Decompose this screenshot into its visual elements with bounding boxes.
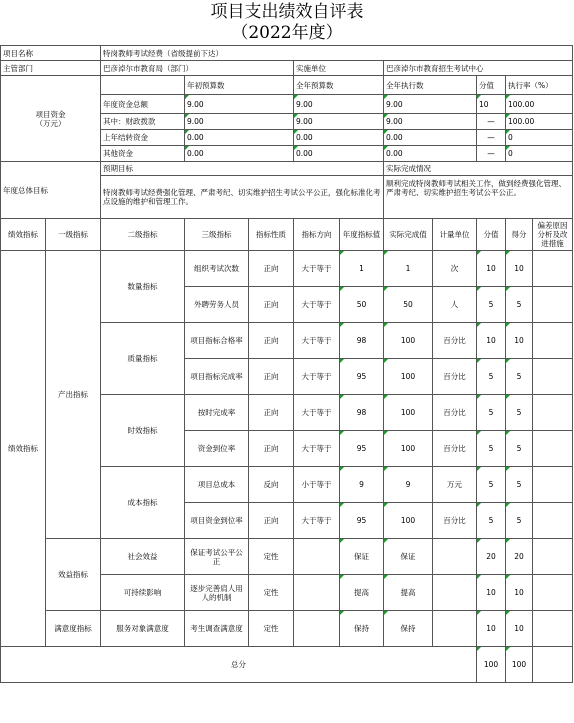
deviation xyxy=(533,467,573,503)
level3: 逐步完善肩人用人的机制 xyxy=(185,575,249,611)
funds-executed: 0.00 xyxy=(384,130,477,146)
level3: 资金到位率 xyxy=(185,431,249,467)
direction xyxy=(294,539,340,575)
level1-satisfaction: 满意度指标 xyxy=(46,611,101,647)
nature: 正向 xyxy=(249,323,294,359)
level3: 保证考试公平公正 xyxy=(185,539,249,575)
deviation xyxy=(533,575,573,611)
funds-rate: 0 xyxy=(506,130,573,146)
got: 5 xyxy=(506,467,533,503)
direction: 大于等于 xyxy=(294,359,340,395)
funds-rate: 100.00 xyxy=(506,114,573,130)
funds-score: — xyxy=(477,130,506,146)
got: 20 xyxy=(506,539,533,575)
nature: 正向 xyxy=(249,359,294,395)
total-got: 100 xyxy=(506,647,533,683)
perf-header: 三级指标 xyxy=(185,219,249,251)
goals-expected-text: 特岗教师考试经费强化管理、严肃考纪、切实维护招生考试公平公正，强化标准化考点设施的维护和管理工作。 xyxy=(101,176,384,219)
level1-benefit: 效益指标 xyxy=(46,539,101,611)
deviation xyxy=(533,323,573,359)
target: 95 xyxy=(340,431,384,467)
got: 5 xyxy=(506,503,533,539)
funds-initial: 0.00 xyxy=(185,146,294,162)
score: 5 xyxy=(477,359,506,395)
actual: 100 xyxy=(384,431,433,467)
score: 5 xyxy=(477,503,506,539)
actual: 100 xyxy=(384,395,433,431)
funds-header-initial: 年初预算数 xyxy=(185,76,294,95)
actual: 保证 xyxy=(384,539,433,575)
funds-header-rate: 执行率（%） xyxy=(506,76,573,95)
perf-header: 得分 xyxy=(506,219,533,251)
funds-executed: 0.00 xyxy=(384,146,477,162)
unit: 百分比 xyxy=(433,503,477,539)
funds-score: — xyxy=(477,114,506,130)
funds-header-row xyxy=(1,76,573,95)
unit: 次 xyxy=(433,251,477,287)
direction: 大于等于 xyxy=(294,395,340,431)
score: 5 xyxy=(477,431,506,467)
deviation xyxy=(533,611,573,647)
got: 10 xyxy=(506,323,533,359)
direction: 大于等于 xyxy=(294,287,340,323)
dept-label: 主管部门 xyxy=(1,61,101,76)
funds-annual: 9.00 xyxy=(294,95,384,114)
score: 10 xyxy=(477,251,506,287)
score: 5 xyxy=(477,395,506,431)
dept-row xyxy=(1,61,573,76)
project-name-label: 项目名称 xyxy=(1,46,101,61)
score: 10 xyxy=(477,323,506,359)
nature: 正向 xyxy=(249,395,294,431)
goals-actual-label: 实际完成情况 xyxy=(384,162,573,176)
funds-row-name: 上年结转资金 xyxy=(101,130,185,146)
perf-header: 年度指标值 xyxy=(340,219,384,251)
funds-executed: 9.00 xyxy=(384,114,477,130)
impl-label: 实施单位 xyxy=(294,61,384,76)
nature: 定性 xyxy=(249,575,294,611)
target: 提高 xyxy=(340,575,384,611)
nature: 正向 xyxy=(249,431,294,467)
actual: 保持 xyxy=(384,611,433,647)
level3: 按时完成率 xyxy=(185,395,249,431)
level3: 外聘劳务人员 xyxy=(185,287,249,323)
project-name-value: 特岗教师考试经费（省级提前下达） xyxy=(101,46,573,61)
perf-row xyxy=(1,539,573,575)
got: 5 xyxy=(506,431,533,467)
score: 5 xyxy=(477,287,506,323)
funds-annual: 0.00 xyxy=(294,130,384,146)
target: 保持 xyxy=(340,611,384,647)
total-label: 总分 xyxy=(1,647,477,683)
target: 95 xyxy=(340,503,384,539)
funds-row-name: 年度资金总额 xyxy=(101,95,185,114)
perf-group-label: 绩效指标 xyxy=(1,251,46,647)
unit xyxy=(433,575,477,611)
deviation xyxy=(533,539,573,575)
unit xyxy=(433,539,477,575)
score: 20 xyxy=(477,539,506,575)
unit xyxy=(433,611,477,647)
level3: 项目资金到位率 xyxy=(185,503,249,539)
got: 10 xyxy=(506,611,533,647)
nature: 反向 xyxy=(249,467,294,503)
funds-header-annual: 全年预算数 xyxy=(294,76,384,95)
unit: 百分比 xyxy=(433,431,477,467)
score: 5 xyxy=(477,467,506,503)
perf-header: 一级指标 xyxy=(46,219,101,251)
target: 98 xyxy=(340,323,384,359)
level3: 项目总成本 xyxy=(185,467,249,503)
goals-label: 年度总体目标 xyxy=(1,162,101,219)
page-title xyxy=(0,2,574,44)
score: 10 xyxy=(477,575,506,611)
unit: 万元 xyxy=(433,467,477,503)
goals-expected-label: 预期目标 xyxy=(101,162,384,176)
nature: 定性 xyxy=(249,539,294,575)
target: 98 xyxy=(340,395,384,431)
title-line-1: 项目支出绩效自评表 xyxy=(210,2,364,22)
unit: 百分比 xyxy=(433,323,477,359)
deviation xyxy=(533,503,573,539)
nature: 正向 xyxy=(249,503,294,539)
got: 5 xyxy=(506,395,533,431)
target: 保证 xyxy=(340,539,384,575)
total-deviation xyxy=(533,647,573,683)
funds-executed: 9.00 xyxy=(384,95,477,114)
perf-header: 指标方向 xyxy=(294,219,340,251)
funds-row-name: 其他资金 xyxy=(101,146,185,162)
funds-rate: 0 xyxy=(506,146,573,162)
perf-header: 分值 xyxy=(477,219,506,251)
direction: 小于等于 xyxy=(294,467,340,503)
deviation xyxy=(533,395,573,431)
total-score: 100 xyxy=(477,647,506,683)
perf-header: 绩效指标 xyxy=(1,219,46,251)
level3: 组织考试次数 xyxy=(185,251,249,287)
level3: 项目指标完成率 xyxy=(185,359,249,395)
funds-score: 10 xyxy=(477,95,506,114)
perf-row xyxy=(1,251,573,287)
direction: 大于等于 xyxy=(294,323,340,359)
funds-initial: 9.00 xyxy=(185,95,294,114)
level3: 项目指标合格率 xyxy=(185,323,249,359)
level2-cost: 成本指标 xyxy=(101,467,185,539)
funds-label: 项目资金 （万元） xyxy=(1,76,101,162)
level2-social: 社会效益 xyxy=(101,539,185,575)
funds-score: — xyxy=(477,146,506,162)
goals-header-row xyxy=(1,162,573,176)
level2-service: 服务对象满意度 xyxy=(101,611,185,647)
perf-header: 计量单位 xyxy=(433,219,477,251)
perf-header-row xyxy=(1,219,573,251)
evaluation-table xyxy=(0,45,573,683)
target: 1 xyxy=(340,251,384,287)
nature: 定性 xyxy=(249,611,294,647)
perf-header: 指标性质 xyxy=(249,219,294,251)
direction: 大于等于 xyxy=(294,503,340,539)
actual: 1 xyxy=(384,251,433,287)
deviation xyxy=(533,287,573,323)
funds-header-executed: 全年执行数 xyxy=(384,76,477,95)
actual: 100 xyxy=(384,323,433,359)
direction: 大于等于 xyxy=(294,251,340,287)
funds-annual: 0.00 xyxy=(294,146,384,162)
perf-header: 实际完成值 xyxy=(384,219,433,251)
actual: 50 xyxy=(384,287,433,323)
deviation xyxy=(533,431,573,467)
funds-initial: 0.00 xyxy=(185,130,294,146)
dept-value: 巴彦淖尔市教育局（部门） xyxy=(101,61,294,76)
actual: 100 xyxy=(384,359,433,395)
funds-rate: 100.00 xyxy=(506,95,573,114)
funds-annual: 9.00 xyxy=(294,114,384,130)
perf-header: 二级指标 xyxy=(101,219,185,251)
goals-actual-text: 顺利完成特岗教师考试相关工作，做到经费强化管理、严肃考纪、切实维护招生考试公平公正。 xyxy=(384,176,573,219)
unit: 百分比 xyxy=(433,359,477,395)
title-line-2: （2022年度） xyxy=(231,23,343,43)
level2-quantity: 数量指标 xyxy=(101,251,185,323)
perf-row xyxy=(1,611,573,647)
direction: 大于等于 xyxy=(294,431,340,467)
actual: 9 xyxy=(384,467,433,503)
unit: 人 xyxy=(433,287,477,323)
target: 50 xyxy=(340,287,384,323)
funds-row-name: 其中：财政拨款 xyxy=(101,114,185,130)
total-row xyxy=(1,647,573,683)
nature: 正向 xyxy=(249,287,294,323)
funds-header-score: 分值 xyxy=(477,76,506,95)
deviation xyxy=(533,251,573,287)
project-name-row xyxy=(1,46,573,61)
funds-header-blank xyxy=(101,76,185,95)
score: 10 xyxy=(477,611,506,647)
impl-value: 巴彦淖尔市教育招生考试中心 xyxy=(384,61,573,76)
got: 10 xyxy=(506,251,533,287)
funds-initial: 9.00 xyxy=(185,114,294,130)
target: 95 xyxy=(340,359,384,395)
level2-timeliness: 时效指标 xyxy=(101,395,185,467)
unit: 百分比 xyxy=(433,395,477,431)
direction xyxy=(294,611,340,647)
level2-quality: 质量指标 xyxy=(101,323,185,395)
target: 9 xyxy=(340,467,384,503)
actual: 提高 xyxy=(384,575,433,611)
direction xyxy=(294,575,340,611)
actual: 100 xyxy=(384,503,433,539)
deviation xyxy=(533,359,573,395)
level3: 考生调查满意度 xyxy=(185,611,249,647)
level1-output: 产出指标 xyxy=(46,251,101,539)
nature: 正向 xyxy=(249,251,294,287)
level2-sustainable: 可持续影响 xyxy=(101,575,185,611)
perf-header: 偏差原因分析及改进措施 xyxy=(533,219,573,251)
got: 5 xyxy=(506,359,533,395)
got: 10 xyxy=(506,575,533,611)
got: 5 xyxy=(506,287,533,323)
